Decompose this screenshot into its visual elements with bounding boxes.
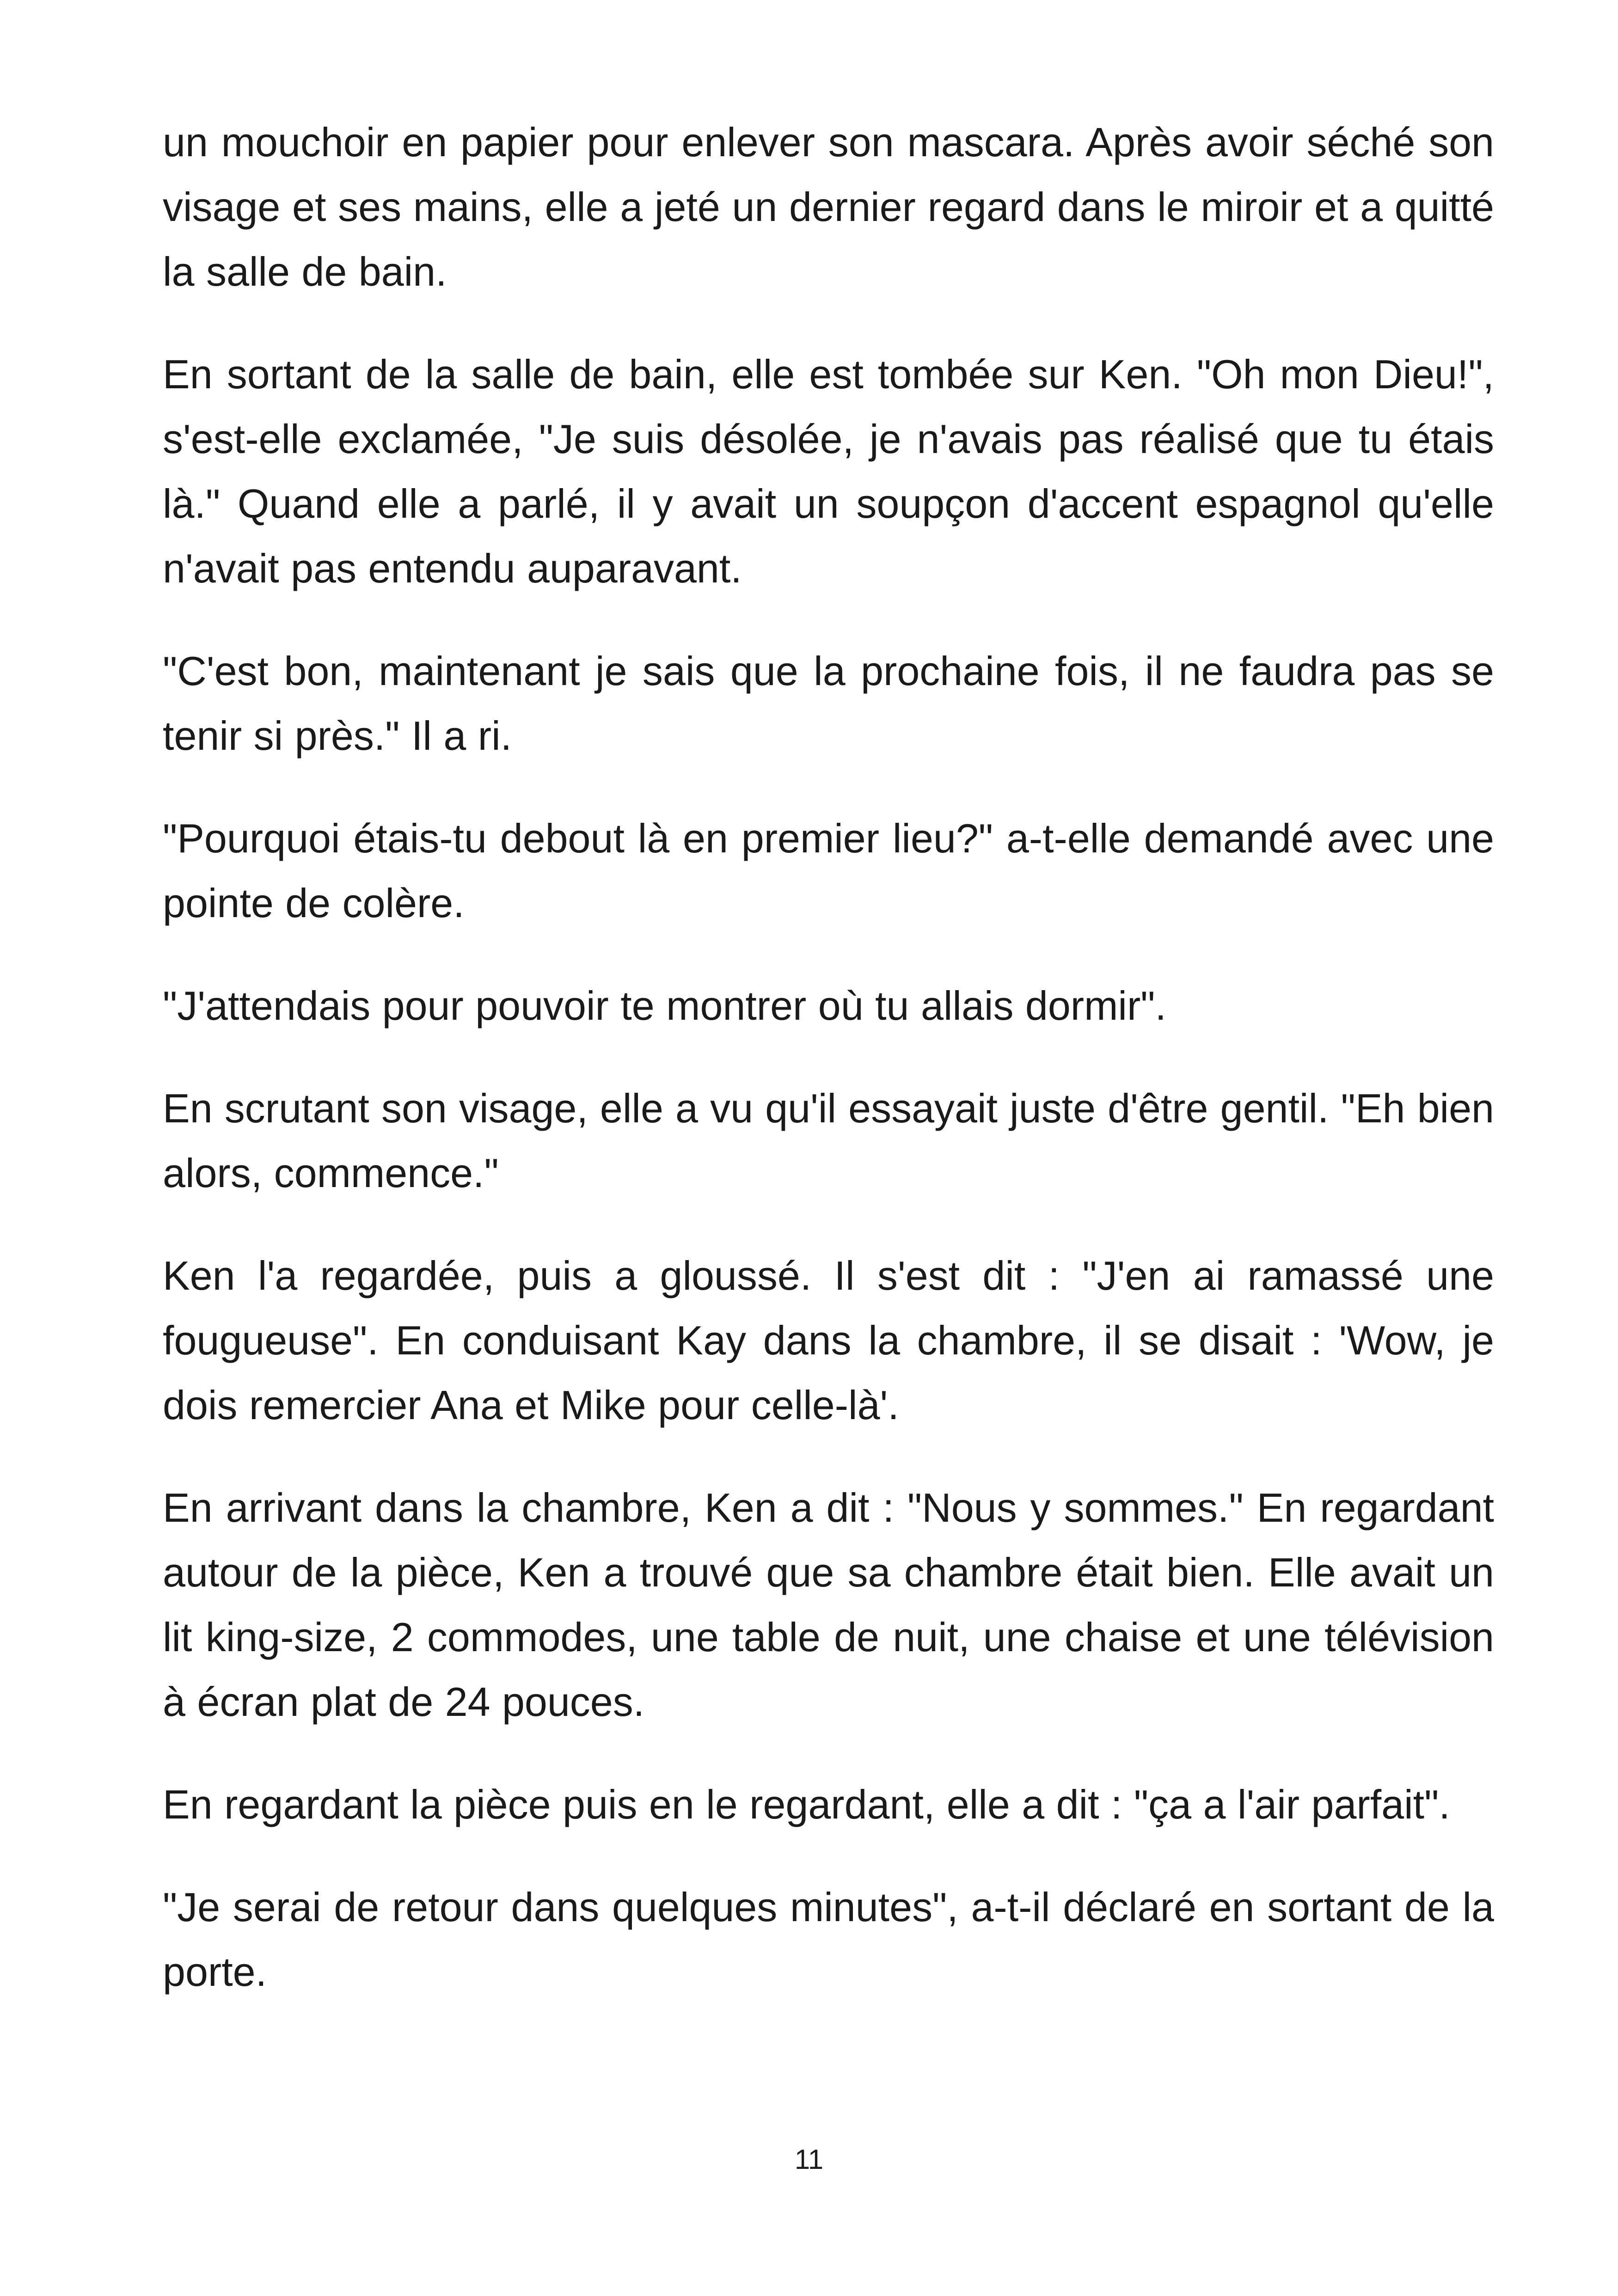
page-number: 11 (794, 2144, 824, 2175)
paragraph: "Pourquoi étais-tu debout là en premier lieu?" a-t-elle demandé avec une pointe de colère. (163, 815, 1494, 926)
paragraph: En arrivant dans la chambre, Ken a dit : "Nous y sommes." En regardant autour de la pièce, Ken a trouvé que sa chambre était bien. Elle avait un lit king-size, 2 commodes, une table de nuit, une chaise et une télévision à écran plat de 24 pouces. (163, 1485, 1494, 1725)
paragraph: "J'attendais pour pouvoir te montrer où tu allais dormir". (163, 983, 1166, 1029)
paragraph: "C'est bon, maintenant je sais que la prochaine fois, il ne faudra pas se tenir si près." Il a ri. (163, 648, 1494, 759)
body-text (163, 110, 1494, 2042)
paragraph: En scrutant son visage, elle a vu qu'il essayait juste d'être gentil. "Eh bien alors, commence." (163, 1085, 1494, 1196)
paragraph: Ken l'a regardée, puis a gloussé. Il s'est dit : "J'en ai ramassé une fougueuse". En conduisant Kay dans la chambre, il se disait : 'Wow, je dois remercier Ana et Mike pour celle-là'. (163, 1253, 1494, 1428)
paragraph: En regardant la pièce puis en le regardant, elle a dit : "ça a l'air parfait". (163, 1782, 1450, 1827)
paragraph: un mouchoir en papier pour enlever son mascara. Après avoir séché son visage et ses mains, elle a jeté un dernier regard dans le miroir et a quitté la salle de bain. (163, 119, 1494, 294)
paragraph: En sortant de la salle de bain, elle est tombée sur Ken. "Oh mon Dieu!", s'est-elle exclamée, "Je suis désolée, je n'avais pas réalisé que tu étais là." Quand elle a parlé, il y avait un soupçon d'accent espagnol qu'elle n'avait pas entendu auparavant. (163, 351, 1494, 591)
paragraph: "Je serai de retour dans quelques minutes", a-t-il déclaré en sortant de la porte. (163, 1884, 1494, 1995)
